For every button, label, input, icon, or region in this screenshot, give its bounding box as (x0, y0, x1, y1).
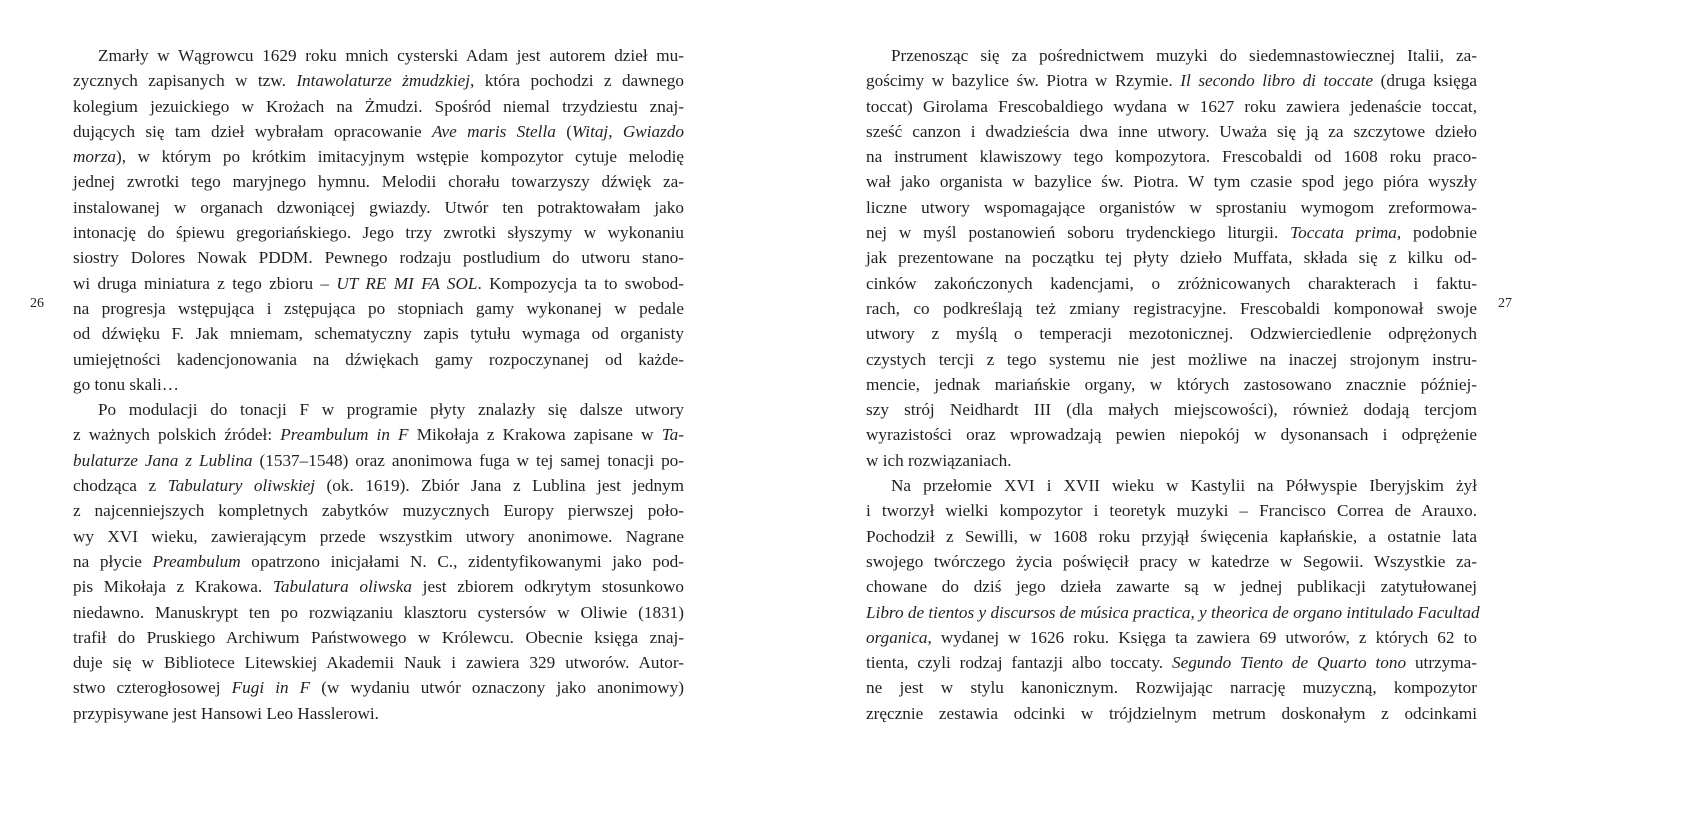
text-run: (w wydaniu utwór oznaczony jako anonimowy) (310, 678, 684, 698)
text-run: dujących się tam dzieł wybrałam opracowanie (73, 121, 432, 141)
text-run: utwory z myślą o temperacji mezotonicznej. Odzwierciedlenie odprężonych (866, 324, 1477, 344)
text-line (866, 94, 1477, 119)
italic-title: Preambulum (152, 551, 241, 571)
italic-title: Fugi in F (231, 678, 311, 698)
text-run: niedawno. Manuskrypt ten po rozwiązaniu klasztoru cystersów w Oliwie (1831) (73, 602, 684, 622)
text-run: (ok. 1619). Zbiór Jana z Lublina jest jednym (315, 476, 684, 496)
text-line (866, 524, 1477, 549)
text-line (866, 220, 1477, 245)
text-run: z ważnych polskich źródeł: (73, 425, 281, 445)
text-run: szy strój Neidhardt III (dla małych miejscowości), również dodają tercjom (866, 400, 1477, 420)
page-left-body (73, 43, 684, 726)
text-run: ne jest w stylu kanonicznym. Rozwijając narrację muzyczną, kompozytor (866, 678, 1477, 698)
text-line (73, 220, 684, 245)
text-line (73, 448, 684, 473)
text-run: toccat) Girolama Frescobaldiego wydana w 1627 roku zawiera jedenaście toccat, (866, 96, 1477, 116)
text-run: cinków zakończonych kadencjami, o zróżnicowanych charakterach i faktu- (866, 273, 1477, 293)
text-run: duje się w Bibliotece Litewskiej Akademii Nauk i zawiera 329 utworów. Autor- (73, 653, 684, 673)
italic-title: Preambulum in F (280, 425, 409, 445)
page-number-right: 27 (1498, 296, 1512, 311)
text-line (866, 625, 1477, 650)
page-right-body (866, 43, 1480, 726)
text-line (73, 296, 684, 321)
page-number-left: 26 (30, 296, 44, 311)
text-line (73, 195, 684, 220)
text-run: Zmarły w Wągrowcu 1629 roku mnich cysterski Adam jest autorem dzieł mu- (98, 46, 684, 65)
italic-title: Ta- (661, 425, 684, 445)
text-run: , która pochodzi z dawnego (470, 71, 684, 91)
text-run: ( (555, 121, 572, 141)
text-run: wy XVI wieku, zawierającym przede wszystkim utwory anonimowe. Nagrane (73, 526, 684, 546)
text-run: wał jako organista w bazylice św. Piotra. W tym czasie spod jego pióra wyszły (866, 172, 1477, 192)
text-run: tienta, czyli rodzaj fantazji albo toccaty. (866, 653, 1172, 673)
text-line (866, 271, 1477, 296)
text-run: Na przełomie XVI i XVII wieku w Kastylii na Półwyspie Iberyjskim żył (891, 476, 1477, 496)
text-line (73, 43, 684, 68)
text-run: Mikołaja z Krakowa zapisane w (408, 425, 662, 445)
text-line (866, 549, 1477, 574)
text-line (866, 650, 1477, 675)
italic-title: Toccata prima (1290, 223, 1397, 243)
text-line (866, 422, 1477, 447)
italic-title: Segundo Tiento de Quarto tono (1171, 653, 1407, 673)
text-run: wi druga miniatura z tego zbioru – (73, 273, 337, 293)
italic-title: Intawolaturze żmudzkiej (296, 71, 471, 91)
text-line (73, 600, 684, 625)
text-run: na płycie (73, 551, 153, 571)
text-line (73, 68, 684, 93)
text-line (866, 675, 1477, 700)
text-run: wyrazistości oraz wprowadzają pewien niepokój w dysonansach i odprężenie (866, 425, 1477, 445)
text-line (73, 169, 684, 194)
text-line (866, 169, 1477, 194)
text-line (73, 321, 684, 346)
text-run: stwo czterogłosowej (73, 678, 232, 698)
text-run: (druga księga (1373, 71, 1477, 91)
text-run: trafił do Pruskiego Archiwum Państwowego w Królewcu. Obecnie księga znaj- (73, 627, 684, 647)
text-run: zycznych zapisanych w tzw. (73, 71, 297, 91)
text-run: jest zbiorem odkrytym stosunkowo (411, 577, 684, 597)
text-run: chodząca z (73, 476, 168, 496)
text-line (866, 498, 1477, 523)
text-run: jednej zwrotki tego maryjnego hymnu. Melodii chorału towarzyszy dźwięk za- (73, 172, 684, 192)
text-run: ), w którym po krótkim imitacyjnym wstępie kompozytor cytuje melodię (115, 147, 684, 167)
text-line (73, 347, 684, 372)
text-line (73, 271, 684, 296)
text-run: gościmy w bazylice św. Piotra w Rzymie. (866, 71, 1181, 91)
text-run: , podobnie (1396, 223, 1477, 243)
text-run: przypisywane jest Hansowi Leo Hasslerowi. (73, 703, 379, 723)
text-run: intonację do śpiewu gregoriańskiego. Jego trzy zwrotki słyszymy w wykonaniu (73, 223, 684, 243)
text-run: umiejętności kadencjonowania na dźwiękach gamy rozpoczynanej od każde- (73, 349, 684, 369)
text-run: rach, co podkreślają też zmiany registracyjne. Frescobaldi komponował swoje (866, 298, 1477, 318)
text-run: z najcenniejszych kompletnych zabytków muzycznych Europy pierwszej poło- (73, 501, 684, 521)
text-line (73, 372, 684, 397)
text-run: , wydanej w 1626 roku. Księga ta zawiera 69 utworów, z których 62 to (927, 627, 1477, 647)
text-line (866, 119, 1477, 144)
text-run: kolegium jezuickiego w Krożach na Żmudzi. Spośród niemal trzydziestu znaj- (73, 96, 684, 116)
text-line (866, 600, 1480, 625)
text-line (866, 372, 1477, 397)
text-run: czystych tercji z tego systemu nie jest możliwe na inaczej strojonym instru- (866, 349, 1477, 369)
text-line (73, 144, 684, 169)
italic-title: Ave maris Stella (432, 121, 556, 141)
text-run: opatrzono inicjałami N. C., zidentyfikowanymi jako pod- (240, 551, 685, 571)
text-run: chowane do dziś jego dzieła zawarte są w jednej publikacji zatytułowanej (866, 577, 1477, 597)
text-line (73, 473, 684, 498)
text-run: pis Mikołaja z Krakowa. (73, 577, 273, 597)
italic-title: Il secondo libro di toccate (1180, 71, 1374, 91)
italic-title: UT RE MI FA SOL (336, 273, 478, 293)
italic-title: bulaturze Jana z Lublina (73, 450, 253, 470)
text-line (866, 195, 1477, 220)
text-line (866, 473, 1477, 498)
text-run: liczne utwory wspomagające organistów w sprostaniu wymogom zreformowa- (866, 197, 1477, 217)
text-run: swojego twórczego życia poświęcił pracy w katedrze w Segowii. Wszystkie za- (866, 551, 1477, 571)
italic-title: Tabulatury oliwskiej (167, 476, 316, 496)
text-line (866, 448, 1477, 473)
text-run: Przenosząc się za pośrednictwem muzyki do siedemnastowiecznej Italii, za- (891, 46, 1477, 65)
text-line (73, 650, 684, 675)
text-line (866, 397, 1477, 422)
text-line (73, 574, 684, 599)
italic-title: organica (866, 627, 928, 647)
text-line (866, 144, 1477, 169)
text-run: Po modulacji do tonacji F w programie płyty znalazły się dalsze utwory (98, 400, 684, 420)
text-run: zręcznie zestawia odcinki w trójdzielnym metrum doskonałym z odcinkami (866, 703, 1477, 723)
text-run: jak prezentowane na początku tej płyty dzieło Muffata, składa się z kilku od- (866, 248, 1477, 268)
text-run: (1537–1548) oraz anonimowa fuga w tej samej tonacji po- (252, 450, 684, 470)
text-line (73, 549, 684, 574)
text-line (866, 574, 1477, 599)
text-line (73, 119, 684, 144)
text-run: . Kompozycja ta to swobod- (477, 273, 684, 293)
text-line (866, 701, 1477, 726)
text-run: go tonu skali… (73, 374, 179, 394)
text-line (866, 43, 1477, 68)
italic-title: Witaj, Gwiazdo (571, 121, 684, 141)
text-line (73, 245, 684, 270)
text-run: i tworzył wielki kompozytor i teoretyk muzyki – Francisco Correa de Arauxo. (866, 501, 1477, 521)
text-run: utrzyma- (1406, 653, 1477, 673)
text-line (866, 68, 1477, 93)
text-line (73, 498, 684, 523)
text-run: na progresja wstępująca i zstępująca po stopniach gamy wykonanej w pedale (73, 298, 684, 318)
italic-title: Tabulatura oliwska (272, 577, 412, 597)
text-run: od dźwięku F. Jak mniemam, schematyczny zapis tytułu wymaga od organisty (73, 324, 684, 344)
text-run: siostry Dolores Nowak PDDM. Pewnego rodzaju postludium do utworu stano- (73, 248, 684, 268)
text-line (73, 675, 684, 700)
text-run: nej w myśl postanowień soboru trydenckiego liturgii. (866, 223, 1291, 243)
text-run: instalowanej w organach dzwoniącej gwiazdy. Utwór ten potraktowałam jako (73, 197, 684, 217)
text-line (73, 422, 684, 447)
italic-title: morza (73, 147, 116, 167)
text-line (73, 524, 684, 549)
text-run: sześć canzon i dwadzieścia dwa inne utwory. Uważa się ją za szczytowe dzieło (866, 121, 1477, 141)
text-run: na instrument klawiszowy tego kompozytora. Frescobaldi od 1608 roku praco- (866, 147, 1477, 167)
text-run: Pochodził z Sewilli, w 1608 roku przyjął święcenia kapłańskie, a ostatnie lata (866, 526, 1477, 546)
italic-title: Libro de tientos y discursos de música practica, y theorica de organo intitulado Facultad (866, 602, 1480, 622)
text-line (866, 347, 1477, 372)
text-line (73, 94, 684, 119)
text-line (866, 245, 1477, 270)
text-line (866, 321, 1477, 346)
text-line (73, 397, 684, 422)
text-line (866, 296, 1477, 321)
text-line (73, 625, 684, 650)
text-run: mencie, jednak mariańskie organy, w których zastosowano znacznie później- (866, 374, 1477, 394)
text-line (73, 701, 684, 726)
text-run: w ich rozwiązaniach. (866, 450, 1012, 470)
